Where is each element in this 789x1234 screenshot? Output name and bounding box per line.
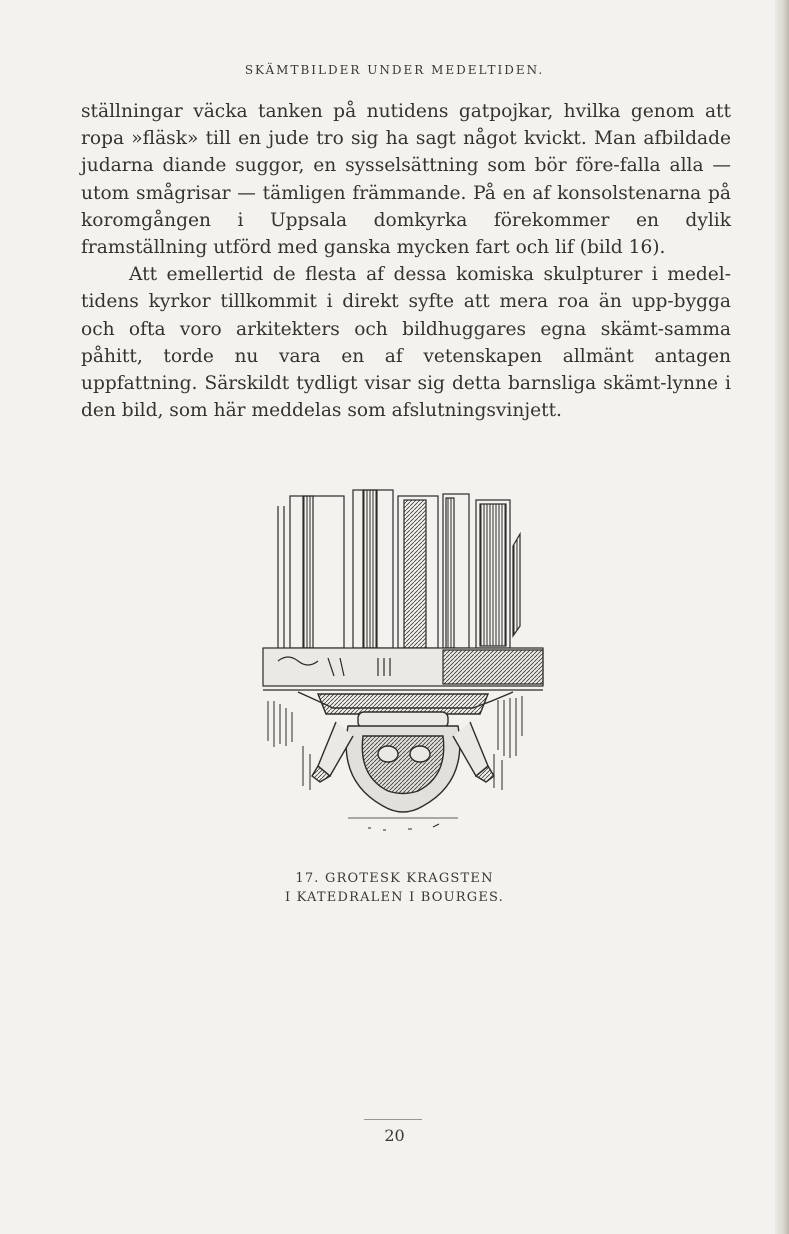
paragraph-2: Att emellertid de flesta af dessa komiska skulpturer i medel-tidens kyrkor tillkommit i direkt syfte att mera roa än upp-bygga och ofta voro arkitekters och bildhuggares egna skämt-samma påhitt, torde nu vara en af vetenskapen allmänt antagen uppfattning. Särskildt tydligt visar sig detta barnsliga skämt-lynne i den bild, som här meddelas som afslutningsvinjett. [81, 264, 731, 422]
figure-title: GROTESK KRAGSTEN [324, 871, 494, 886]
page-number-rule [364, 1119, 422, 1120]
page-edge-shadow [775, 0, 789, 1234]
caption-line-2: I KATEDRALEN I BOURGES. [284, 890, 505, 905]
column-shafts [278, 490, 520, 648]
grotesque-figure [298, 692, 513, 812]
body-text [81, 98, 731, 424]
figure-number: 17. [295, 871, 320, 886]
running-head: SKÄMTBILDER UNDER MEDELTIDEN. [244, 63, 545, 77]
figure-caption [0, 869, 789, 907]
paragraph-1: ställningar väcka tanken på nutidens gatpojkar, hvilka genom att ropa »fläsk» till en jude tro sig ha sagt något kvickt. Man afbildade judarna diande suggor, en sysselsättning som bör före-falla alla — utom smågrisar — tämligen främmande. På en af konsolstenarna på koromgången i Uppsala domkyrka förekommer en dylik framställning utförd med ganska mycken fart och lif (bild 16). [81, 101, 731, 259]
grotesque-corbel-illustration [258, 486, 548, 836]
page-number: 20 [384, 1126, 405, 1145]
caption-line-1 [0, 869, 789, 888]
corbel-slab [263, 648, 543, 690]
